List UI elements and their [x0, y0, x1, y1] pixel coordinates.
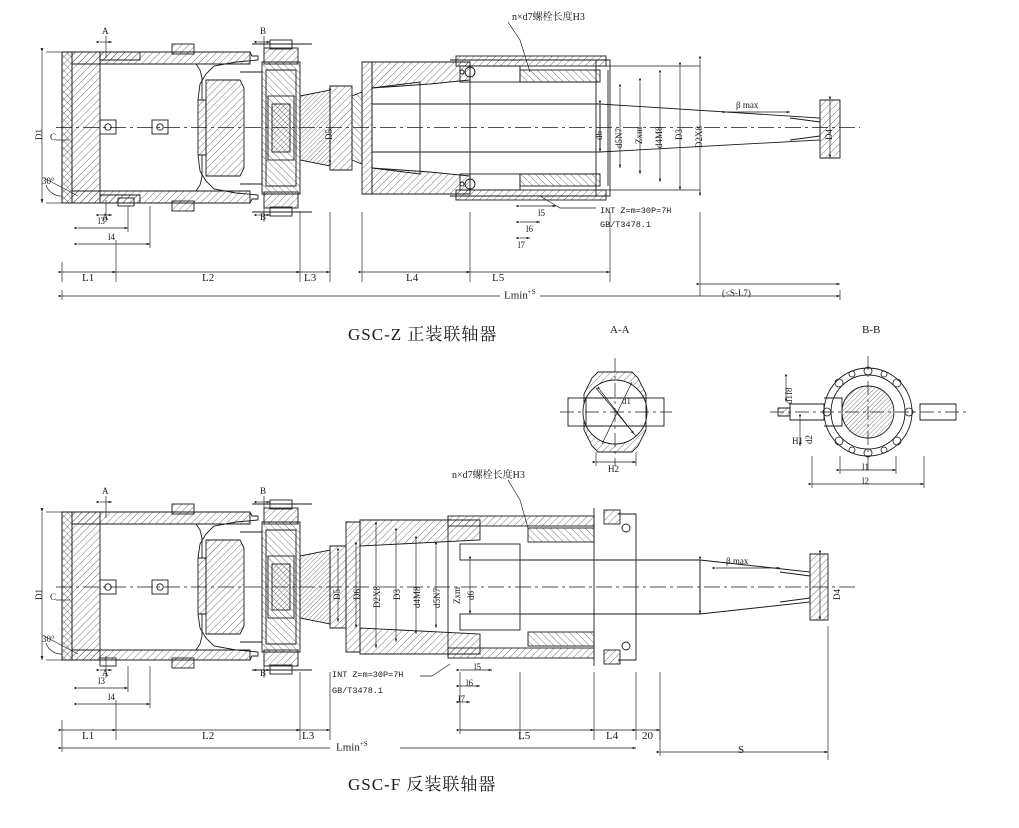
dim-d4-shaft-bottom: D4	[832, 589, 842, 600]
note-spline-top-2: GB/T3478.1	[600, 220, 652, 230]
note-bolt-top: n×d7螺栓长度H3	[512, 12, 585, 23]
mark-b-top: B	[260, 26, 267, 36]
note-spline-bottom-2: GB/T3478.1	[332, 686, 384, 696]
detail-bb-d1f8: d1f8	[784, 387, 794, 404]
dim-l5-bottom: l5	[474, 662, 482, 672]
mark-a-bottom-b: A	[102, 668, 109, 678]
dim-d3-top: D3	[674, 129, 684, 140]
dim-L2-top: L2	[202, 272, 215, 284]
dim-l6-top: l6	[526, 224, 534, 234]
note-spline-bottom-1: INT Z=m=30P=7H	[332, 670, 404, 680]
dim-L5-bottom: L5	[518, 730, 531, 742]
dim-l6-bottom: l6	[466, 678, 474, 688]
dim-l4-top: l4	[108, 232, 116, 242]
dim-L4-top: L4	[406, 272, 419, 284]
lmin-text-bottom: Lmin	[336, 741, 360, 754]
dim-d1-bottom: D1	[34, 589, 44, 600]
mark-b-bottom: B	[260, 212, 267, 222]
dim-d5n7-top: d5N7	[614, 128, 624, 148]
lmin-sup: +S	[527, 288, 536, 296]
mark-a-top-b: A	[102, 486, 109, 496]
dim-l7-bottom: l7	[458, 694, 466, 704]
angle-top: 30°	[42, 176, 55, 186]
dim-d5n7-bottom: d5N7	[432, 588, 442, 608]
note-bolt-bottom: n×d7螺栓长度H3	[452, 470, 525, 481]
section-a-a	[560, 358, 672, 466]
dim-d6-bottom: D6	[352, 589, 362, 600]
mark-a-bottom: A	[102, 212, 109, 222]
dim-d4m8-bottom: d4M8	[412, 586, 422, 608]
mark-b-bottom-b: B	[260, 668, 267, 678]
dim-20-bottom: 20	[642, 730, 653, 742]
dim-l3-top: l3	[98, 216, 106, 226]
dim-L3-top: L3	[304, 272, 317, 284]
dim-d5-top: D5	[324, 129, 334, 140]
detail-bb-l2: l2	[862, 476, 870, 486]
dim-d2x8-top: D2X8	[694, 126, 704, 148]
detail-bb-d2: d2	[804, 435, 814, 444]
section-label-a-a: A-A	[610, 324, 630, 336]
dim-L1-top: L1	[82, 272, 95, 284]
note-spline-top-1: INT Z=m=30P=7H	[600, 206, 672, 216]
dim-L1-bottom: L1	[82, 730, 95, 742]
section-label-b-b: B-B	[862, 324, 881, 336]
mark-b-top-b: B	[260, 486, 267, 496]
dim-d1-top: D1	[34, 129, 44, 140]
top-view-assembly	[56, 40, 860, 216]
dim-lmin-top	[504, 288, 536, 302]
dim-L5-top: L5	[492, 272, 505, 284]
dim-L4-bottom: L4	[606, 730, 619, 742]
dim-d4m8-top: d4M8	[654, 126, 664, 148]
dim-d6b-bottom: d6	[466, 591, 476, 600]
mark-c-top: C	[50, 132, 57, 142]
dim-beta-top: β max	[736, 100, 759, 110]
lmin-sup-bottom: +S	[359, 740, 368, 748]
dim-L3-bottom: L3	[302, 730, 315, 742]
detail-bb-l1: l1	[862, 462, 870, 472]
dim-d4-shaft-top: D4	[824, 129, 834, 140]
dim-l3-bottom: l3	[98, 676, 106, 686]
mark-a-top: A	[102, 26, 109, 36]
dim-zxm-bottom: Zxm	[452, 587, 462, 604]
dim-d2x8-bottom: D2X8	[372, 586, 382, 608]
lmin-text: Lmin	[504, 289, 528, 302]
dim-beta-bottom: β max	[726, 556, 749, 566]
mark-c-bottom: C	[50, 592, 57, 602]
dim-S-bottom: S	[738, 744, 745, 756]
detail-aa-h2: H2	[608, 464, 619, 474]
dim-l7-top: l7	[518, 240, 526, 250]
dim-zxm-top: Zxm	[634, 127, 644, 144]
top-view-title: GSC-Z 正装联轴器	[348, 325, 498, 344]
note-stroke: (≤S-L7)	[722, 288, 751, 298]
dim-d6-top: d6	[594, 131, 604, 140]
angle-bottom: 30°	[42, 634, 55, 644]
dim-d5-bottom: D5	[332, 589, 342, 600]
dim-lmin-bottom	[336, 740, 368, 754]
dim-l5-top: l5	[538, 208, 546, 218]
detail-aa-d1: d1	[622, 396, 631, 406]
dim-d3-bottom: D3	[392, 589, 402, 600]
dim-L2-bottom: L2	[202, 730, 215, 742]
bottom-view-title: GSC-F 反装联轴器	[348, 775, 497, 794]
detail-bb-h1: H1	[792, 436, 803, 446]
dim-l4-bottom: l4	[108, 692, 116, 702]
